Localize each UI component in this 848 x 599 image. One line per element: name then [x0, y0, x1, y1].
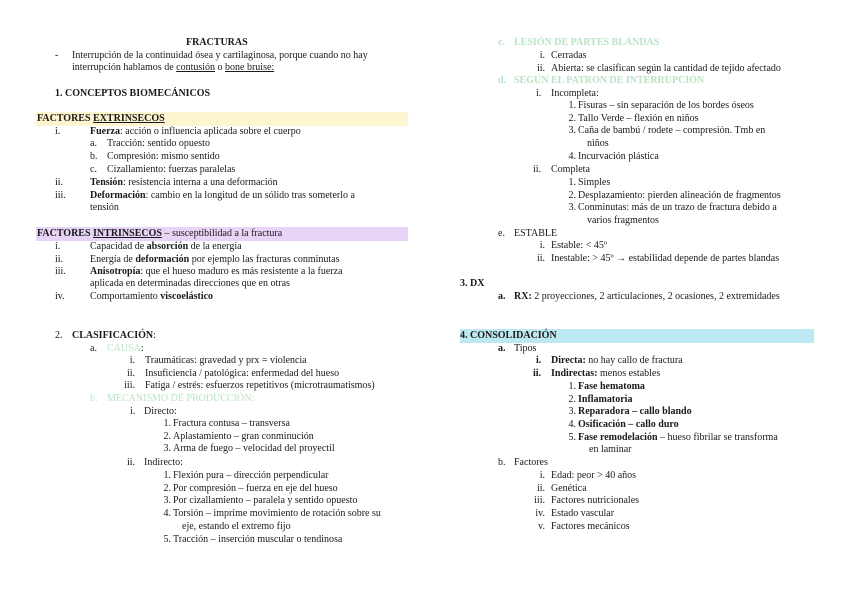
rx-num: a.: [498, 291, 506, 302]
fase-item-num: 5.: [568, 431, 576, 443]
intro-line1: Interrupción de la continuidad ósea y cartilaginosa, porque cuando no hay: [72, 50, 368, 61]
incompleta-item-num: 1.: [568, 100, 576, 111]
ext-cizallamiento: Cizallamiento: fuerzas paralelas: [107, 164, 236, 175]
directo-item-num: 2.: [163, 430, 171, 442]
section-3-heading: 3. DX: [460, 278, 485, 289]
lesion-item: Cerradas: [551, 50, 587, 61]
lesion-heading: LESIÓN DE PARTES BLANDAS: [514, 37, 660, 48]
estable-item-num: i.: [539, 240, 545, 251]
factor-item: Estado vascular: [551, 508, 615, 520]
rx-line: RX: 2 proyecciones, 2 articulaciones, 2 ocasiones, 2 extremidades: [514, 291, 780, 302]
ext-b-num: b.: [90, 151, 98, 162]
page-title: FRACTURAS: [186, 37, 248, 48]
incompleta-item: Caña de bambú / rodete – compresión. Tmb en: [578, 125, 766, 137]
indirectas-num: ii.: [533, 368, 542, 379]
ext-tension: Tensión: resistencia interna a una deformación: [90, 177, 278, 188]
fase-item-num: 4.: [568, 419, 576, 431]
intrinsecos-heading: FACTORES INTRINSECOS – susceptibilidad a la fractura: [37, 228, 283, 239]
causa-num: a.: [90, 343, 97, 354]
estable-item-num: ii.: [536, 252, 545, 264]
incompleta-num: i.: [536, 88, 542, 99]
completa-item: varios fragmentos: [587, 215, 659, 227]
ext-i-num: i.: [55, 126, 61, 137]
indirecto-item-num: 2.: [163, 482, 171, 494]
incompleta-heading: Incompleta:: [551, 88, 599, 99]
estable-item: Estable: < 45º: [551, 240, 607, 251]
fase-item-num: 1.: [568, 381, 576, 392]
ext-compresion: Compresión: mismo sentido: [107, 151, 220, 162]
causa-item: Traumáticas: gravedad y prx = violencia: [145, 355, 307, 366]
int-i-num: i.: [55, 241, 61, 252]
directo-heading: Directo:: [144, 406, 177, 417]
factores-heading: Factores: [514, 457, 548, 468]
bone-bruise-text: bone bruise:: [225, 62, 275, 73]
int-anisotropia: Anisotropía: que el hueso maduro es más resistente a la fuerza: [90, 266, 343, 277]
ext-c-num: c.: [90, 164, 97, 175]
completa-item: Desplazamiento: pierden alineación de fragmentos: [578, 189, 781, 201]
incompleta-item: Tallo Verde – flexión en niños: [578, 112, 699, 124]
completa-item: Simples: [578, 177, 611, 188]
indirecto-item: Por cizallamiento – paralela y sentido opuesto: [173, 495, 358, 507]
fase-item: Fase hematoma: [578, 381, 645, 392]
factor-item-num: ii.: [536, 482, 545, 494]
directo-num: i.: [130, 406, 136, 417]
estable-heading: ESTABLE: [514, 228, 558, 239]
factor-item-num: v.: [538, 520, 545, 532]
factor-item-num: iii.: [534, 495, 545, 507]
indirecto-heading: Indirecto:: [144, 457, 183, 468]
incompleta-item: Incurvación plástica: [578, 150, 659, 162]
int-iii-num: iii.: [55, 266, 66, 277]
directo-item-num: 3.: [163, 443, 171, 455]
causa-item-num: iii.: [124, 380, 135, 392]
int-iv-num: iv.: [55, 291, 65, 302]
int-ii-num: ii.: [55, 254, 64, 265]
int-viscoelastico: Comportamiento viscoelástico: [90, 291, 214, 302]
section-1-heading: 1. CONCEPTOS BIOMECÁNICOS: [55, 88, 211, 99]
directa-line: Directa: no hay callo de fractura: [551, 355, 683, 366]
directo-item: Aplastamiento – gran conminución: [173, 430, 314, 442]
tipos-heading: Tipos: [514, 343, 537, 354]
estable-item: Inestable: > 45º → estabilidad depende de partes blandas: [551, 252, 780, 264]
mecanismo-num: b.: [90, 393, 98, 404]
incompleta-item-num: 3.: [568, 125, 576, 137]
indirecto-item-num: 3.: [163, 495, 171, 507]
causa-item: Fatiga / estrés: esfuerzos repetitivos (microtraumatismos): [145, 380, 375, 392]
factor-item-num: iv.: [535, 508, 545, 520]
indirecto-item-num: 5.: [163, 533, 171, 545]
ext-deformacion-cont: tensión: [90, 202, 119, 213]
intro-line2: interrupción hablamos de contusión o bone bruise:: [72, 62, 275, 73]
lesion-num: c.: [498, 37, 505, 48]
causa-item-num: i.: [129, 355, 135, 366]
factor-item: Factores mecánicos: [551, 520, 630, 532]
completa-item-num: 1.: [568, 177, 576, 188]
extrinsecos-heading: FACTORES EXTRINSECOS: [37, 113, 165, 124]
causa-item: Insuficiencia / patológica: enfermedad del hueso: [145, 367, 340, 379]
incompleta-item-num: 2.: [568, 112, 576, 124]
factor-item-num: i.: [539, 470, 545, 481]
completa-num: ii.: [533, 164, 542, 175]
fase-item: Osificación – callo duro: [578, 419, 679, 431]
indirecto-item: eje, estando el extremo fijo: [182, 520, 291, 532]
indirecto-item: Flexión pura – dirección perpendicular: [173, 470, 329, 481]
factor-item: Genética: [551, 482, 587, 494]
directo-item: Fractura contusa – transversa: [173, 418, 290, 429]
int-deformacion: Energía de deformación por ejemplo las fracturas conminutas: [90, 254, 340, 265]
section-4-heading: 4. CONSOLIDACIÓN: [460, 330, 557, 341]
section-2-num: 2.: [55, 330, 63, 341]
factor-item: Factores nutricionales: [551, 495, 640, 507]
factor-item: Edad: peor > 40 años: [551, 470, 637, 481]
incompleta-item: niños: [587, 138, 609, 150]
ext-traccion: Tracción: sentido opuesto: [107, 138, 210, 149]
tipos-num: a.: [498, 343, 506, 354]
ext-a-num: a.: [90, 138, 97, 149]
completa-heading: Completa: [551, 164, 590, 175]
fase-item-num: 3.: [568, 406, 576, 418]
indirecto-item: Tracción – inserción muscular o tendinosa: [173, 533, 343, 545]
lesion-item-num: i.: [539, 50, 545, 61]
completa-item: Conminutas: más de un trazo de fractura debido a: [578, 202, 777, 214]
causa-heading: CAUSA:: [107, 343, 144, 354]
ext-iii-num: iii.: [55, 190, 66, 201]
indirecto-item-num: 1.: [163, 470, 171, 481]
indirectas-line: Indirectas: menos estables: [551, 368, 661, 379]
directa-num: i.: [536, 355, 542, 366]
fase-5-cont: en laminar: [589, 444, 632, 455]
contusion-text: contusión: [176, 62, 216, 73]
lesion-item: Abierta: se clasifican según la cantidad de tejido afectado: [551, 62, 781, 74]
ext-ii-num: ii.: [55, 177, 64, 188]
int-absorcion: Capacidad de absorción de la energía: [90, 241, 242, 252]
estable-num: e.: [498, 228, 505, 239]
patron-heading: SEGÚN EL PATRON DE INTERRUPCIÓN: [514, 75, 705, 86]
completa-item-num: 3.: [568, 202, 576, 214]
factores-num: b.: [498, 457, 506, 468]
ext-deformacion: Deformación: cambio en la longitud de un sólido tras someterlo a: [90, 190, 355, 201]
ext-fuerza: Fuerza: acción o influencia aplicada sobre el cuerpo: [90, 126, 301, 137]
indirecto-item: Por compresión – fuerza en eje del hueso: [173, 482, 338, 494]
fase-item: Fase remodelación – hueso fibrilar se transforma: [578, 431, 778, 443]
causa-item-num: ii.: [126, 367, 135, 379]
directo-item-num: 1.: [163, 418, 171, 429]
indirecto-item: Torsión – imprime movimiento de rotación sobre su: [173, 508, 381, 520]
int-anisotropia-cont: aplicada en determinadas direcciones que en otras: [90, 278, 290, 289]
mecanismo-heading: MECANISMO DE PRODUCCIÓN:: [107, 393, 255, 404]
patron-num: d.: [498, 75, 507, 86]
lesion-item-num: ii.: [536, 62, 545, 74]
fase-item: Inflamatoria: [578, 393, 633, 405]
indirecto-item-num: 4.: [163, 508, 171, 520]
completa-item-num: 2.: [568, 189, 576, 201]
incompleta-item-num: 4.: [568, 150, 576, 162]
incompleta-item: Fisuras – sin separación de los bordes óseos: [578, 100, 754, 111]
fase-item: Reparadora – callo blando: [578, 406, 692, 418]
directo-item: Arma de fuego – velocidad del proyectil: [173, 443, 335, 455]
fase-item-num: 2.: [568, 393, 576, 405]
section-2-heading: CLASIFICACIÓN:: [72, 330, 156, 341]
intro-bullet: -: [55, 50, 59, 61]
indirecto-num: ii.: [127, 457, 136, 468]
